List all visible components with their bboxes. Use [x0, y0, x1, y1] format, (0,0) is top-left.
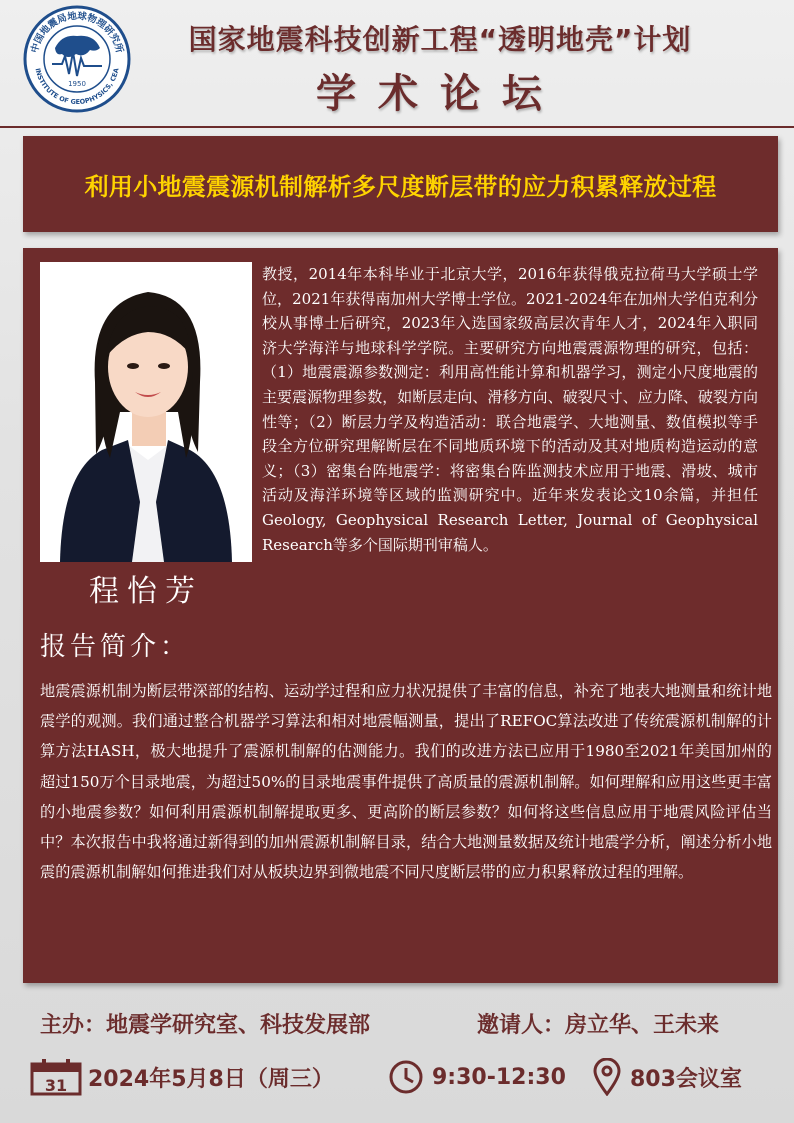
header-subtitle: 学术论坛 — [316, 71, 564, 117]
abstract-label: 报告简介： — [40, 632, 191, 662]
location-text: 803会议室 — [630, 1066, 742, 1092]
header-divider — [0, 126, 794, 128]
abstract-text: 地震震源机制为断层带深部的结构、运动学过程和应力状况提供了丰富的信息，补充了地表大地测量和统计地震学的观测。我们通过整合机器学习算法和相对地震幅测量，提出了REFOC算法改进了传统震源机制解的计算方法HASH，极大地提升了震源机制解的估测能力。我们的改进方法已应用于1980至2021年美国加州的超过150万个目录地震，为超过50%的目录地震事件提供了高质量的震源机制解。如何理解和应用这些更丰富的小地震参数？如何利用震源机制解提取更多、更高阶的断层参数？如何将这些信息应用于地震风险评估当中？本次报告中我将通过新得到的加州震源机制解目录，结合大地测量数据及统计地震学分析，阐述分析小地震的震源机制解如何推进我们对从板块边界到微地震不同尺度断层带的应力积累释放过程的理解。 — [40, 682, 772, 882]
talk-title: 利用小地震震源机制解析多尺度断层带的应力积累释放过程 — [84, 172, 717, 201]
clock-icon — [388, 1059, 424, 1095]
calendar-day: 31 — [44, 1076, 68, 1095]
footer-organizers — [40, 1008, 780, 1039]
time-item — [388, 1055, 566, 1099]
location-pin-icon — [592, 1058, 622, 1096]
inviter-text: 邀请人：房立华、王未来 — [477, 1013, 720, 1038]
location-item — [592, 1055, 742, 1099]
calendar-icon — [30, 1058, 82, 1096]
footer-schedule — [30, 1055, 780, 1099]
institute-logo — [22, 4, 132, 114]
svg-text:中国地震局地球物理研究所: 中国地震局地球物理研究所 — [29, 10, 125, 55]
date-item — [30, 1055, 334, 1099]
date-text: 2024年5月8日（周三） — [88, 1066, 334, 1092]
speaker-name: 程怡芳 — [89, 574, 203, 609]
speaker-photo — [40, 262, 252, 562]
talk-title-panel — [23, 136, 778, 232]
header-title: 国家地震科技创新工程“透明地壳”计划 — [188, 23, 692, 56]
speaker-bio: 教授，2014年本科毕业于北京大学，2016年获得俄克拉荷马大学硕士学位，2021年获得南加州大学博士学位。2021-2024年在加州大学伯克利分校从事博士后研究，2023年入选国家级高层次青年人才，2024年入职同济大学海洋与地球科学学院。主要研究方向地震震源物理的研究，包括：（1）地震震源参数测定：利用高性能计算和机器学习，测定小尺度地震的主要震源物理参数，如断层走向、滑移方向、破裂尺寸、应力降、破裂方向性等；（2）断层力学及构造活动：联合地震学、大地测量、数值模拟等手段全方位研究理解断层在不同地质环境下的活动及其对地质构造运动的意义；（3）密集台阵地震学：将密集台阵监测技术应用于地震、滑坡、城市活动及海洋环境等区域的监测研究中。近年来发表论文10余篇，并担任Geology, Geophysical Research Letter, Journal of Geophysical Research等多个国际期刊审稿人。 — [262, 265, 758, 554]
svg-text:INSTITUTE OF GEOPHYSICS, CEA: INSTITUTE OF GEOPHYSICS, CEA — [33, 67, 121, 107]
host-text: 主办：地震学研究室、科技发展部 — [40, 1013, 371, 1038]
logo-year: 1950 — [68, 80, 86, 88]
time-text: 9:30-12:30 — [432, 1064, 566, 1090]
